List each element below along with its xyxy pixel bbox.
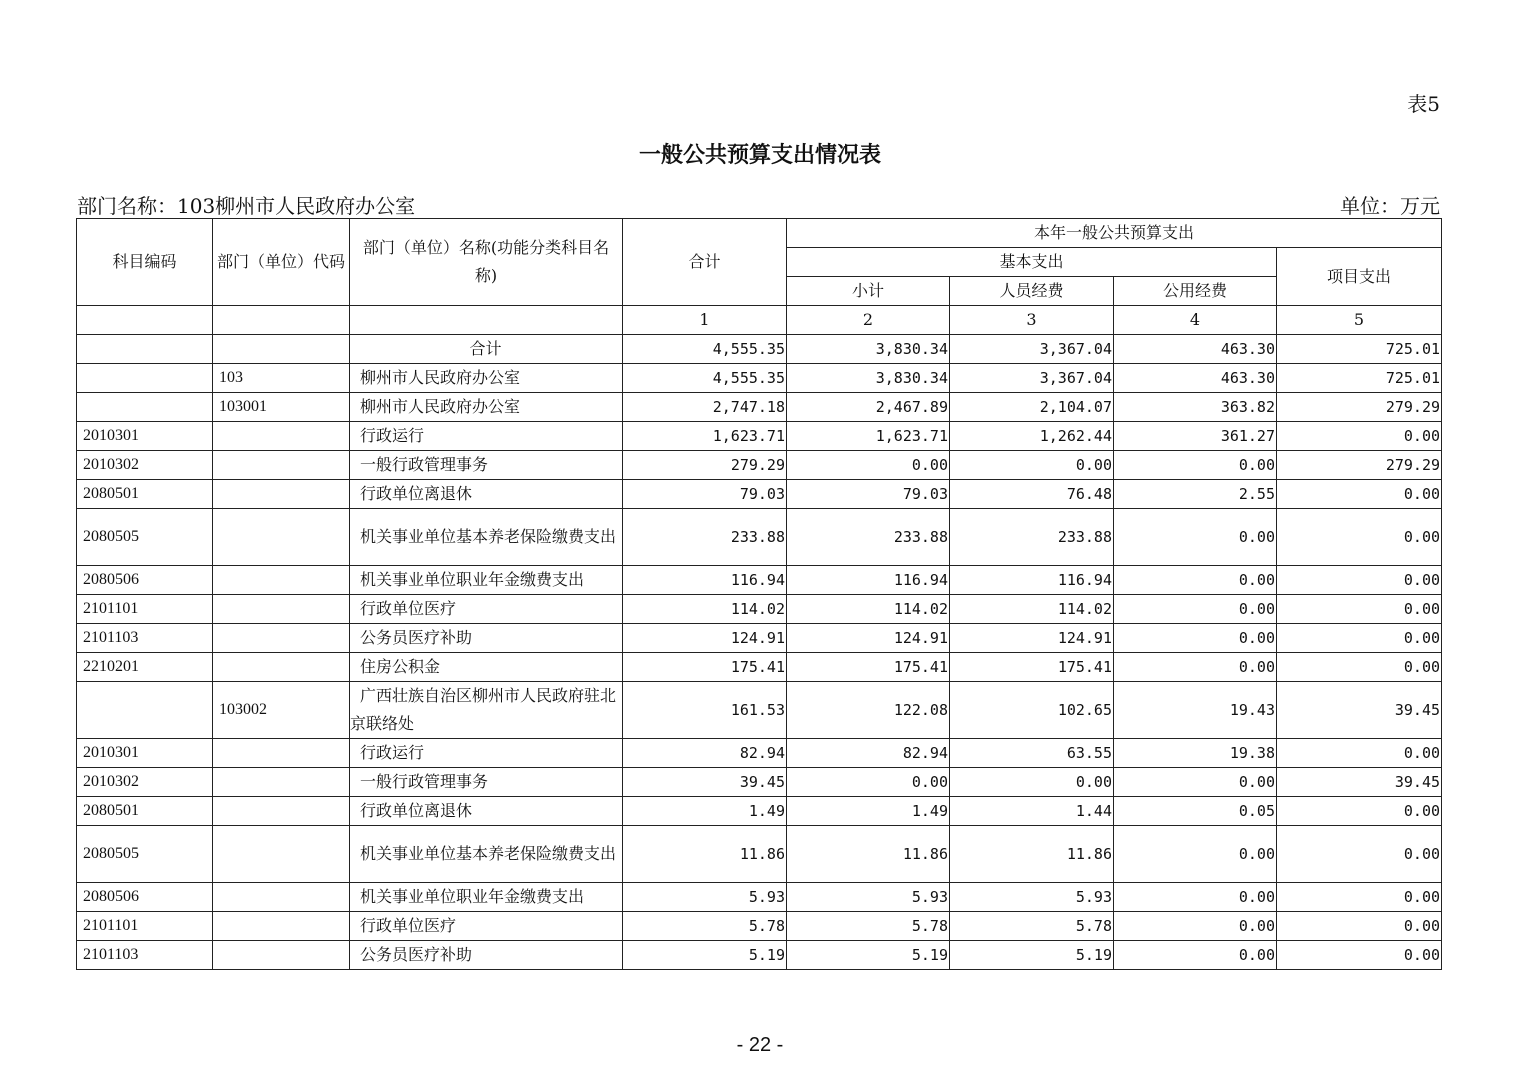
cell-public: 0.00 [1114, 768, 1277, 797]
cell-public: 0.00 [1114, 826, 1277, 883]
cell-project: 0.00 [1277, 912, 1442, 941]
table-row [77, 797, 1442, 826]
cell-personnel: 63.55 [950, 739, 1114, 768]
cell-total: 1.49 [623, 797, 787, 826]
expenditure-table [76, 218, 1442, 970]
cell-name: 行政运行 [350, 739, 623, 768]
header-col-blank [77, 306, 213, 335]
cell-dept-code [213, 566, 350, 595]
cell-dept-code [213, 739, 350, 768]
cell-public: 0.05 [1114, 797, 1277, 826]
cell-total: 1,623.71 [623, 422, 787, 451]
cell-name: 公务员医疗补助 [350, 941, 623, 970]
table-row [77, 595, 1442, 624]
cell-name: 行政单位医疗 [350, 912, 623, 941]
table-row [77, 422, 1442, 451]
cell-dept-code [213, 653, 350, 682]
cell-project: 725.01 [1277, 364, 1442, 393]
cell-project: 0.00 [1277, 941, 1442, 970]
cell-dept-code [213, 595, 350, 624]
cell-subtotal: 233.88 [787, 509, 950, 566]
cell-total: 161.53 [623, 682, 787, 739]
cell-public: 0.00 [1114, 653, 1277, 682]
cell-name: 一般行政管理事务 [350, 451, 623, 480]
cell-subject-code: 2080501 [77, 480, 213, 509]
table-row [77, 393, 1442, 422]
cell-name: 合计 [350, 335, 623, 364]
table-row [77, 509, 1442, 566]
cell-personnel: 2,104.07 [950, 393, 1114, 422]
cell-public: 361.27 [1114, 422, 1277, 451]
cell-dept-code: 103001 [213, 393, 350, 422]
cell-public: 19.43 [1114, 682, 1277, 739]
cell-personnel: 1.44 [950, 797, 1114, 826]
table-row [77, 335, 1442, 364]
cell-personnel: 11.86 [950, 826, 1114, 883]
cell-dept-code [213, 941, 350, 970]
cell-personnel: 76.48 [950, 480, 1114, 509]
cell-total: 5.19 [623, 941, 787, 970]
cell-public: 0.00 [1114, 509, 1277, 566]
table-row [77, 480, 1442, 509]
cell-subtotal: 5.78 [787, 912, 950, 941]
cell-total: 4,555.35 [623, 364, 787, 393]
cell-subtotal: 114.02 [787, 595, 950, 624]
table-row [77, 739, 1442, 768]
cell-name: 广西壮族自治区柳州市人民政府驻北京联络处 [350, 682, 623, 739]
cell-personnel: 124.91 [950, 624, 1114, 653]
cell-subtotal: 5.93 [787, 883, 950, 912]
cell-project: 0.00 [1277, 797, 1442, 826]
cell-subtotal: 122.08 [787, 682, 950, 739]
cell-subject-code: 2101103 [77, 941, 213, 970]
header-subtotal: 小计 [787, 277, 950, 306]
cell-public: 0.00 [1114, 451, 1277, 480]
cell-total: 2,747.18 [623, 393, 787, 422]
cell-name: 机关事业单位基本养老保险缴费支出 [350, 509, 623, 566]
cell-subject-code: 2010301 [77, 422, 213, 451]
table-row [77, 682, 1442, 739]
cell-subject-code: 2210201 [77, 653, 213, 682]
header-dept-name: 部门（单位）名称(功能分类科目名称) [350, 219, 623, 306]
cell-total: 39.45 [623, 768, 787, 797]
cell-project: 0.00 [1277, 739, 1442, 768]
cell-project: 39.45 [1277, 768, 1442, 797]
cell-personnel: 3,367.04 [950, 335, 1114, 364]
cell-dept-code [213, 480, 350, 509]
header-col-index: 1 [623, 306, 787, 335]
cell-dept-code [213, 912, 350, 941]
cell-public: 2.55 [1114, 480, 1277, 509]
cell-personnel: 0.00 [950, 768, 1114, 797]
cell-personnel: 5.78 [950, 912, 1114, 941]
cell-subject-code: 2080506 [77, 883, 213, 912]
cell-project: 279.29 [1277, 451, 1442, 480]
cell-public: 19.38 [1114, 739, 1277, 768]
header-dept-code: 部门（单位）代码 [213, 219, 350, 306]
table-row [77, 364, 1442, 393]
cell-name: 行政单位离退休 [350, 480, 623, 509]
cell-project: 0.00 [1277, 509, 1442, 566]
cell-total: 114.02 [623, 595, 787, 624]
table-row [77, 912, 1442, 941]
cell-total: 11.86 [623, 826, 787, 883]
cell-subtotal: 1.49 [787, 797, 950, 826]
cell-personnel: 116.94 [950, 566, 1114, 595]
cell-personnel: 3,367.04 [950, 364, 1114, 393]
cell-subtotal: 79.03 [787, 480, 950, 509]
cell-name: 一般行政管理事务 [350, 768, 623, 797]
department-label: 部门名称：103柳州市人民政府办公室 [77, 194, 416, 218]
header-basic: 基本支出 [787, 248, 1277, 277]
cell-name: 机关事业单位职业年金缴费支出 [350, 566, 623, 595]
cell-subtotal: 175.41 [787, 653, 950, 682]
cell-subtotal: 1,623.71 [787, 422, 950, 451]
cell-subject-code: 2080505 [77, 509, 213, 566]
cell-project: 0.00 [1277, 883, 1442, 912]
cell-personnel: 1,262.44 [950, 422, 1114, 451]
cell-dept-code [213, 797, 350, 826]
cell-project: 279.29 [1277, 393, 1442, 422]
cell-subject-code [77, 393, 213, 422]
cell-project: 0.00 [1277, 595, 1442, 624]
cell-public: 363.82 [1114, 393, 1277, 422]
cell-personnel: 114.02 [950, 595, 1114, 624]
cell-total: 279.29 [623, 451, 787, 480]
header-current-year: 本年一般公共预算支出 [787, 219, 1442, 248]
cell-name: 柳州市人民政府办公室 [350, 393, 623, 422]
cell-name: 公务员医疗补助 [350, 624, 623, 653]
cell-subtotal: 2,467.89 [787, 393, 950, 422]
cell-subject-code: 2010301 [77, 739, 213, 768]
cell-total: 116.94 [623, 566, 787, 595]
header-col-index: 4 [1114, 306, 1277, 335]
cell-personnel: 233.88 [950, 509, 1114, 566]
cell-project: 0.00 [1277, 422, 1442, 451]
cell-public: 0.00 [1114, 912, 1277, 941]
cell-subtotal: 82.94 [787, 739, 950, 768]
cell-personnel: 0.00 [950, 451, 1114, 480]
cell-subject-code: 2101101 [77, 595, 213, 624]
table-row [77, 451, 1442, 480]
table-row [77, 768, 1442, 797]
cell-subtotal: 116.94 [787, 566, 950, 595]
cell-name: 行政单位医疗 [350, 595, 623, 624]
cell-public: 0.00 [1114, 941, 1277, 970]
cell-subtotal: 3,830.34 [787, 364, 950, 393]
cell-name: 机关事业单位职业年金缴费支出 [350, 883, 623, 912]
cell-dept-code [213, 883, 350, 912]
cell-subject-code [77, 335, 213, 364]
cell-public: 463.30 [1114, 335, 1277, 364]
cell-dept-code [213, 422, 350, 451]
cell-subtotal: 124.91 [787, 624, 950, 653]
cell-dept-code [213, 451, 350, 480]
cell-name: 柳州市人民政府办公室 [350, 364, 623, 393]
cell-dept-code [213, 335, 350, 364]
page-title: 一般公共预算支出情况表 [638, 142, 881, 168]
table-row [77, 653, 1442, 682]
header-col-blank [350, 306, 623, 335]
cell-name: 住房公积金 [350, 653, 623, 682]
header-col-blank [213, 306, 350, 335]
cell-project: 0.00 [1277, 624, 1442, 653]
cell-personnel: 5.19 [950, 941, 1114, 970]
cell-subject-code: 2010302 [77, 768, 213, 797]
cell-project: 39.45 [1277, 682, 1442, 739]
cell-dept-code [213, 624, 350, 653]
table-row [77, 941, 1442, 970]
cell-dept-code [213, 826, 350, 883]
cell-project: 0.00 [1277, 566, 1442, 595]
unit-label: 单位：万元 [1340, 194, 1440, 218]
cell-project: 0.00 [1277, 826, 1442, 883]
cell-subtotal: 3,830.34 [787, 335, 950, 364]
cell-subject-code: 2080501 [77, 797, 213, 826]
cell-public: 0.00 [1114, 595, 1277, 624]
header-col-index: 5 [1277, 306, 1442, 335]
table-row [77, 826, 1442, 883]
cell-dept-code [213, 509, 350, 566]
cell-name: 行政单位离退休 [350, 797, 623, 826]
cell-project: 0.00 [1277, 480, 1442, 509]
cell-total: 82.94 [623, 739, 787, 768]
cell-personnel: 102.65 [950, 682, 1114, 739]
cell-project: 725.01 [1277, 335, 1442, 364]
cell-subject-code: 2101101 [77, 912, 213, 941]
cell-subject-code [77, 682, 213, 739]
page-number: - 22 - [736, 1034, 784, 1056]
table-row [77, 566, 1442, 595]
cell-subject-code: 2101103 [77, 624, 213, 653]
cell-total: 175.41 [623, 653, 787, 682]
cell-total: 5.93 [623, 883, 787, 912]
header-col-index: 2 [787, 306, 950, 335]
header-project: 项目支出 [1277, 248, 1442, 306]
cell-name: 机关事业单位基本养老保险缴费支出 [350, 826, 623, 883]
cell-subtotal: 11.86 [787, 826, 950, 883]
table-row [77, 883, 1442, 912]
header-total: 合计 [623, 219, 787, 306]
cell-dept-code: 103 [213, 364, 350, 393]
cell-subject-code: 2080505 [77, 826, 213, 883]
cell-total: 233.88 [623, 509, 787, 566]
cell-name: 行政运行 [350, 422, 623, 451]
cell-dept-code: 103002 [213, 682, 350, 739]
cell-public: 0.00 [1114, 624, 1277, 653]
cell-public: 0.00 [1114, 883, 1277, 912]
cell-project: 0.00 [1277, 653, 1442, 682]
cell-total: 124.91 [623, 624, 787, 653]
cell-total: 4,555.35 [623, 335, 787, 364]
cell-subtotal: 0.00 [787, 768, 950, 797]
cell-subtotal: 0.00 [787, 451, 950, 480]
table-row [77, 624, 1442, 653]
table-number: 表5 [1407, 92, 1440, 116]
cell-subject-code [77, 364, 213, 393]
cell-subtotal: 5.19 [787, 941, 950, 970]
cell-total: 5.78 [623, 912, 787, 941]
header-subject-code: 科目编码 [77, 219, 213, 306]
cell-public: 463.30 [1114, 364, 1277, 393]
cell-subject-code: 2010302 [77, 451, 213, 480]
cell-personnel: 175.41 [950, 653, 1114, 682]
header-public: 公用经费 [1114, 277, 1277, 306]
cell-total: 79.03 [623, 480, 787, 509]
cell-subject-code: 2080506 [77, 566, 213, 595]
header-col-index: 3 [950, 306, 1114, 335]
cell-public: 0.00 [1114, 566, 1277, 595]
header-personnel: 人员经费 [950, 277, 1114, 306]
cell-dept-code [213, 768, 350, 797]
cell-personnel: 5.93 [950, 883, 1114, 912]
